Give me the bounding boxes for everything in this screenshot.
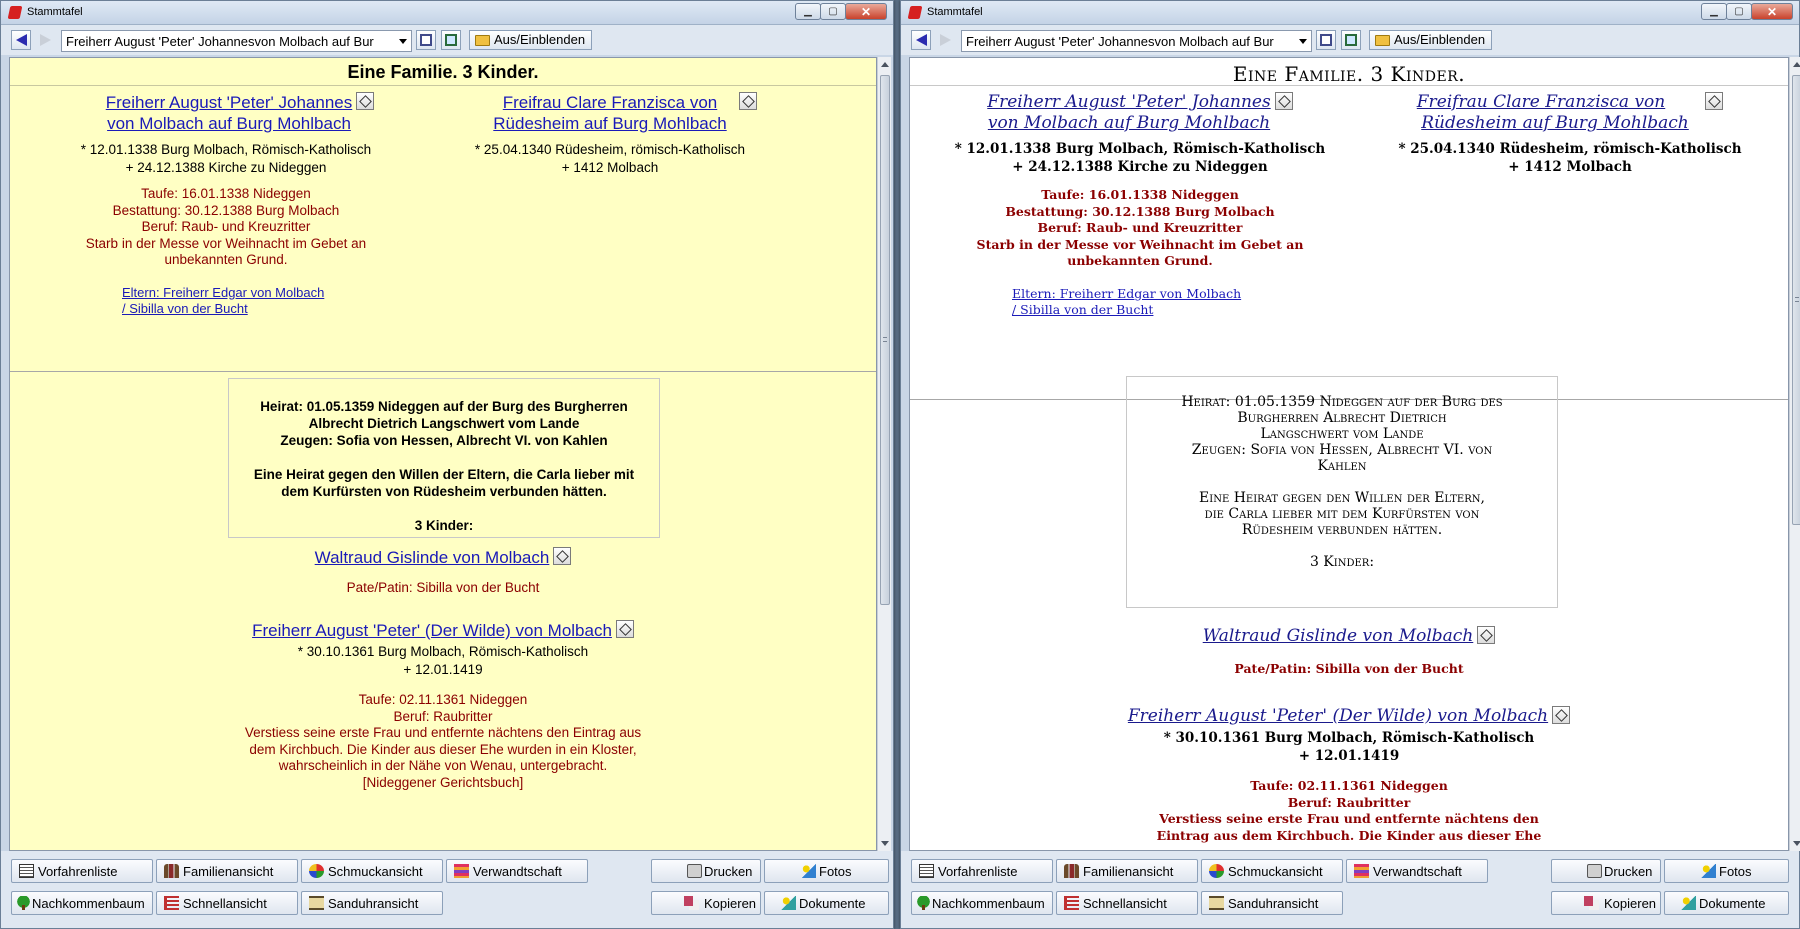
copy-icon — [684, 896, 699, 910]
back-arrow-icon — [916, 34, 927, 46]
relationship-icon — [454, 864, 469, 878]
dokumente-button[interactable]: Dokumente — [1664, 891, 1789, 915]
mother-birth: * 25.04.1340 Rüdesheim, römisch-Katholisch — [1398, 141, 1742, 157]
documents-icon — [781, 896, 796, 910]
scrollbar-thumb[interactable] — [1792, 75, 1800, 525]
minimize-button[interactable]: ▁ — [795, 3, 821, 20]
maximize-button[interactable]: ▢ — [1726, 3, 1752, 20]
parents-section — [910, 86, 1788, 400]
nachkommenbaum-button[interactable]: Nachkommenbaum — [11, 891, 153, 915]
vorfahrenliste-button[interactable]: Vorfahrenliste — [911, 859, 1053, 883]
family-view-yellow — [9, 57, 877, 851]
father-birth: * 12.01.1338 Burg Molbach, Römisch-Katholisch — [80, 142, 372, 157]
marriage-box: Heirat: 01.05.1359 Nideggen auf der Burg des Burgherren Albrecht Dietrich Langschwert vom Lande Zeugen: Sofia von Hessen, Albrecht VI. von Kahlen Eine Heirat gegen den Willen der Eltern, die Carla lieber mit dem Kurfürsten von Rüdesheim verbunden hätten. 3 Kinder: — [1126, 376, 1558, 608]
quickview-icon — [1064, 896, 1079, 910]
drucken-button[interactable]: Drucken — [1551, 859, 1661, 883]
marriage-box: Heirat: 01.05.1359 Nideggen auf der Burg des Burgherren Albrecht Dietrich Langschwert vom Lande Zeugen: Sofia von Hessen, Albrecht VI. von Kahlen Eine Heirat gegen den Willen der Eltern, die Carla lieber mit dem Kurfürsten von Rüdesheim verbunden hätten. 3 Kinder: — [228, 378, 660, 538]
link-icon[interactable] — [1275, 92, 1293, 110]
father-parents-link[interactable]: Eltern: Freiherr Edgar von Molbach / Sibilla von der Bucht — [122, 284, 325, 316]
link-icon[interactable] — [1477, 626, 1495, 644]
person-select-value: Freiherr August 'Peter' Johannesvon Molbach auf Bur — [966, 34, 1274, 49]
documents-icon — [1681, 896, 1696, 910]
sanduhransicht-button[interactable]: Sanduhransicht — [1201, 891, 1343, 915]
familienansicht-button[interactable]: Familienansicht — [156, 859, 298, 883]
sanduhransicht-button[interactable]: Sanduhransicht — [301, 891, 443, 915]
forward-arrow-icon — [40, 34, 51, 46]
child2-death: + 12.01.1419 — [403, 662, 483, 677]
link-icon[interactable] — [1705, 92, 1723, 110]
back-button[interactable] — [11, 30, 31, 50]
father-name-line2[interactable]: von Molbach auf Burg Mohlbach — [107, 114, 351, 133]
father-death: + 24.12.1388 Kirche zu Nideggen — [1012, 159, 1268, 175]
parents-section — [10, 86, 876, 372]
mother-card — [474, 92, 780, 177]
chevron-down-icon — [1299, 39, 1307, 44]
family-header: Eine Familie. 3 Kinder. — [10, 58, 876, 86]
printer-icon — [1587, 864, 1602, 878]
stammtafel-window-left — [0, 0, 894, 929]
child-card-2 — [910, 706, 1788, 844]
app-icon — [8, 6, 23, 19]
child2-name[interactable]: Freiherr August 'Peter' (Der Wilde) von Molbach — [1127, 706, 1549, 726]
father-parents-link[interactable]: Eltern: Freiherr Edgar von Molbach / Sibilla von der Bucht — [1012, 285, 1242, 317]
family-view-decorative — [909, 57, 1789, 851]
person-select-value: Freiherr August 'Peter' Johannesvon Molbach auf Bur — [66, 34, 374, 49]
toolbar — [1, 25, 893, 55]
close-button[interactable]: ✕ — [845, 3, 887, 20]
father-card — [50, 92, 430, 317]
list-icon — [19, 864, 34, 878]
hourglass-icon — [1209, 896, 1224, 910]
fotos-button[interactable]: Fotos — [1664, 859, 1789, 883]
titlebar[interactable] — [901, 1, 1799, 25]
relationship-icon — [1354, 864, 1369, 878]
forward-button[interactable] — [35, 30, 55, 50]
schmuckansicht-button[interactable]: Schmuckansicht — [301, 859, 443, 883]
scroll-down-icon[interactable] — [1793, 841, 1800, 846]
close-button[interactable]: ✕ — [1751, 3, 1793, 20]
copy-icon — [1584, 896, 1599, 910]
child2-death: + 12.01.1419 — [1298, 748, 1400, 764]
child-card-2 — [10, 620, 876, 791]
aus-einblenden-button[interactable] — [1369, 30, 1492, 50]
link-icon[interactable] — [1552, 706, 1570, 724]
edit-tool-button[interactable] — [1341, 30, 1361, 50]
family-icon — [1064, 864, 1079, 878]
tree-icon — [16, 896, 31, 910]
scrollbar-thumb[interactable] — [880, 75, 890, 605]
edit-tool-button[interactable] — [441, 30, 461, 50]
child2-info: Taufe: 02.11.1361 Nideggen Beruf: Raubritter Verstiess seine erste Frau und entfernte nächtens den Eintrag aus dem Kirchbuch. Die Kinder aus dieser Ehe — [1156, 778, 1542, 843]
kopieren-button[interactable]: Kopieren — [651, 891, 761, 915]
familienansicht-button[interactable]: Familienansicht — [1056, 859, 1198, 883]
link-icon[interactable] — [356, 92, 374, 110]
child2-birth: * 30.10.1361 Burg Molbach, Römisch-Katholisch — [1163, 730, 1535, 746]
hourglass-icon — [309, 896, 324, 910]
calendar-icon — [1320, 34, 1332, 46]
child1-info: Pate/Patin: Sibilla von der Bucht — [1234, 661, 1464, 676]
father-death: + 24.12.1388 Kirche zu Nideggen — [125, 160, 327, 175]
calendar-tool-button[interactable] — [416, 30, 436, 50]
person-select[interactable] — [961, 30, 1312, 52]
father-name[interactable]: Freiherr August 'Peter' Johannes — [987, 92, 1271, 112]
globe-icon — [309, 864, 324, 878]
toolbar — [901, 25, 1799, 55]
father-birth: * 12.01.1338 Burg Molbach, Römisch-Katholisch — [954, 141, 1326, 157]
aus-einblenden-label: Aus/Einblenden — [494, 32, 586, 47]
photo-icon — [801, 864, 816, 878]
calendar-icon — [420, 34, 432, 46]
bottom-button-bar — [901, 851, 1799, 928]
child-card-1 — [910, 626, 1788, 678]
verwandtschaft-button[interactable]: Verwandtschaft — [1346, 859, 1488, 883]
aus-einblenden-label: Aus/Einblenden — [1394, 32, 1486, 47]
mother-name-line2[interactable]: Rüdesheim auf Burg Mohlbach — [1421, 113, 1689, 133]
father-info: Taufe: 16.01.1338 Nideggen Bestattung: 30.12.1388 Burg Molbach Beruf: Raub- und Kreuzritter Starb in der Messe vor Weihnacht im Gebet an unbekannten Grund. — [85, 186, 367, 267]
father-card — [920, 92, 1360, 318]
kopieren-button[interactable]: Kopieren — [1551, 891, 1661, 915]
nachkommenbaum-button[interactable]: Nachkommenbaum — [911, 891, 1053, 915]
father-info: Taufe: 16.01.1338 Nideggen Bestattung: 30.12.1388 Burg Molbach Beruf: Raub- und Kreuzritter Starb in der Messe vor Weihnacht im Gebet an unbekannten Grund. — [976, 187, 1304, 268]
edit-icon — [1345, 34, 1357, 46]
edit-icon — [445, 34, 457, 46]
printer-icon — [687, 864, 702, 878]
mother-birth: * 25.04.1340 Rüdesheim, römisch-Katholisch — [474, 142, 746, 157]
person-select[interactable] — [61, 30, 412, 52]
vertical-scrollbar[interactable] — [877, 57, 891, 851]
mother-card — [1370, 92, 1770, 176]
vertical-scrollbar[interactable] — [1789, 57, 1800, 851]
chevron-down-icon — [399, 39, 407, 44]
stammtafel-window-right — [900, 0, 1800, 929]
window-controls — [796, 3, 887, 20]
calendar-tool-button[interactable] — [1316, 30, 1336, 50]
child-card-1 — [10, 547, 876, 597]
verwandtschaft-button[interactable]: Verwandtschaft — [446, 859, 588, 883]
schmuckansicht-button[interactable]: Schmuckansicht — [1201, 859, 1343, 883]
dokumente-button[interactable]: Dokumente — [764, 891, 889, 915]
link-icon[interactable] — [739, 92, 757, 110]
folder-icon — [1375, 35, 1390, 46]
child1-info: Pate/Patin: Sibilla von der Bucht — [346, 580, 540, 595]
mother-death: + 1412 Molbach — [1508, 159, 1632, 175]
list-icon — [919, 864, 934, 878]
link-icon[interactable] — [616, 620, 634, 638]
fotos-button[interactable]: Fotos — [764, 859, 889, 883]
bottom-button-bar — [1, 851, 893, 928]
mother-name[interactable]: Freifrau Clare Franzisca von — [502, 93, 718, 112]
mother-name[interactable]: Freifrau Clare Franzisca von — [1416, 92, 1666, 112]
father-name[interactable]: Freiherr August 'Peter' Johannes — [105, 93, 353, 112]
child1-name[interactable]: Waltraud Gislinde von Molbach — [314, 548, 550, 567]
mother-death: + 1412 Molbach — [561, 160, 659, 175]
back-arrow-icon — [16, 34, 27, 46]
link-icon[interactable] — [553, 547, 571, 565]
mother-name-line2[interactable]: Rüdesheim auf Burg Mohlbach — [493, 114, 727, 133]
schnellansicht-button[interactable]: Schnellansicht — [1056, 891, 1198, 915]
father-name-line2[interactable]: von Molbach auf Burg Mohlbach — [987, 113, 1271, 133]
forward-arrow-icon — [940, 34, 951, 46]
app-icon — [908, 6, 923, 19]
scroll-up-icon[interactable] — [881, 62, 889, 67]
back-button[interactable] — [911, 30, 931, 50]
scroll-down-icon[interactable] — [881, 841, 889, 846]
child2-name[interactable]: Freiherr August 'Peter' (Der Wilde) von Molbach — [252, 621, 612, 640]
window-title: Stammtafel — [927, 6, 983, 18]
photo-icon — [1701, 864, 1716, 878]
child1-name[interactable]: Waltraud Gislinde von Molbach — [1202, 626, 1474, 646]
family-icon — [164, 864, 179, 878]
drucken-button[interactable]: Drucken — [651, 859, 761, 883]
titlebar[interactable] — [1, 1, 893, 25]
window-controls — [1702, 3, 1793, 20]
vorfahrenliste-button[interactable]: Vorfahrenliste — [11, 859, 153, 883]
schnellansicht-button[interactable]: Schnellansicht — [156, 891, 298, 915]
child2-info: Taufe: 02.11.1361 Nideggen Beruf: Raubritter Verstiess seine erste Frau und entfernte nächtens den Eintrag aus dem Kirchbuch. Die Kinder aus dieser Ehe wurden in ein Kloster, wahrscheinlich in der Nähe von Wenau, untergebracht. [Nideggener Gerichtsbuch] — [244, 692, 642, 790]
family-header: Eine Familie. 3 Kinder. — [910, 58, 1788, 86]
maximize-button[interactable]: ▢ — [820, 3, 846, 20]
child2-birth: * 30.10.1361 Burg Molbach, Römisch-Katholisch — [297, 644, 589, 659]
quickview-icon — [164, 896, 179, 910]
folder-icon — [475, 35, 490, 46]
scroll-up-icon[interactable] — [1793, 62, 1800, 67]
globe-icon — [1209, 864, 1224, 878]
forward-button[interactable] — [935, 30, 955, 50]
minimize-button[interactable]: ▁ — [1701, 3, 1727, 20]
window-title: Stammtafel — [27, 6, 83, 18]
tree-icon — [916, 896, 931, 910]
aus-einblenden-button[interactable] — [469, 30, 592, 50]
